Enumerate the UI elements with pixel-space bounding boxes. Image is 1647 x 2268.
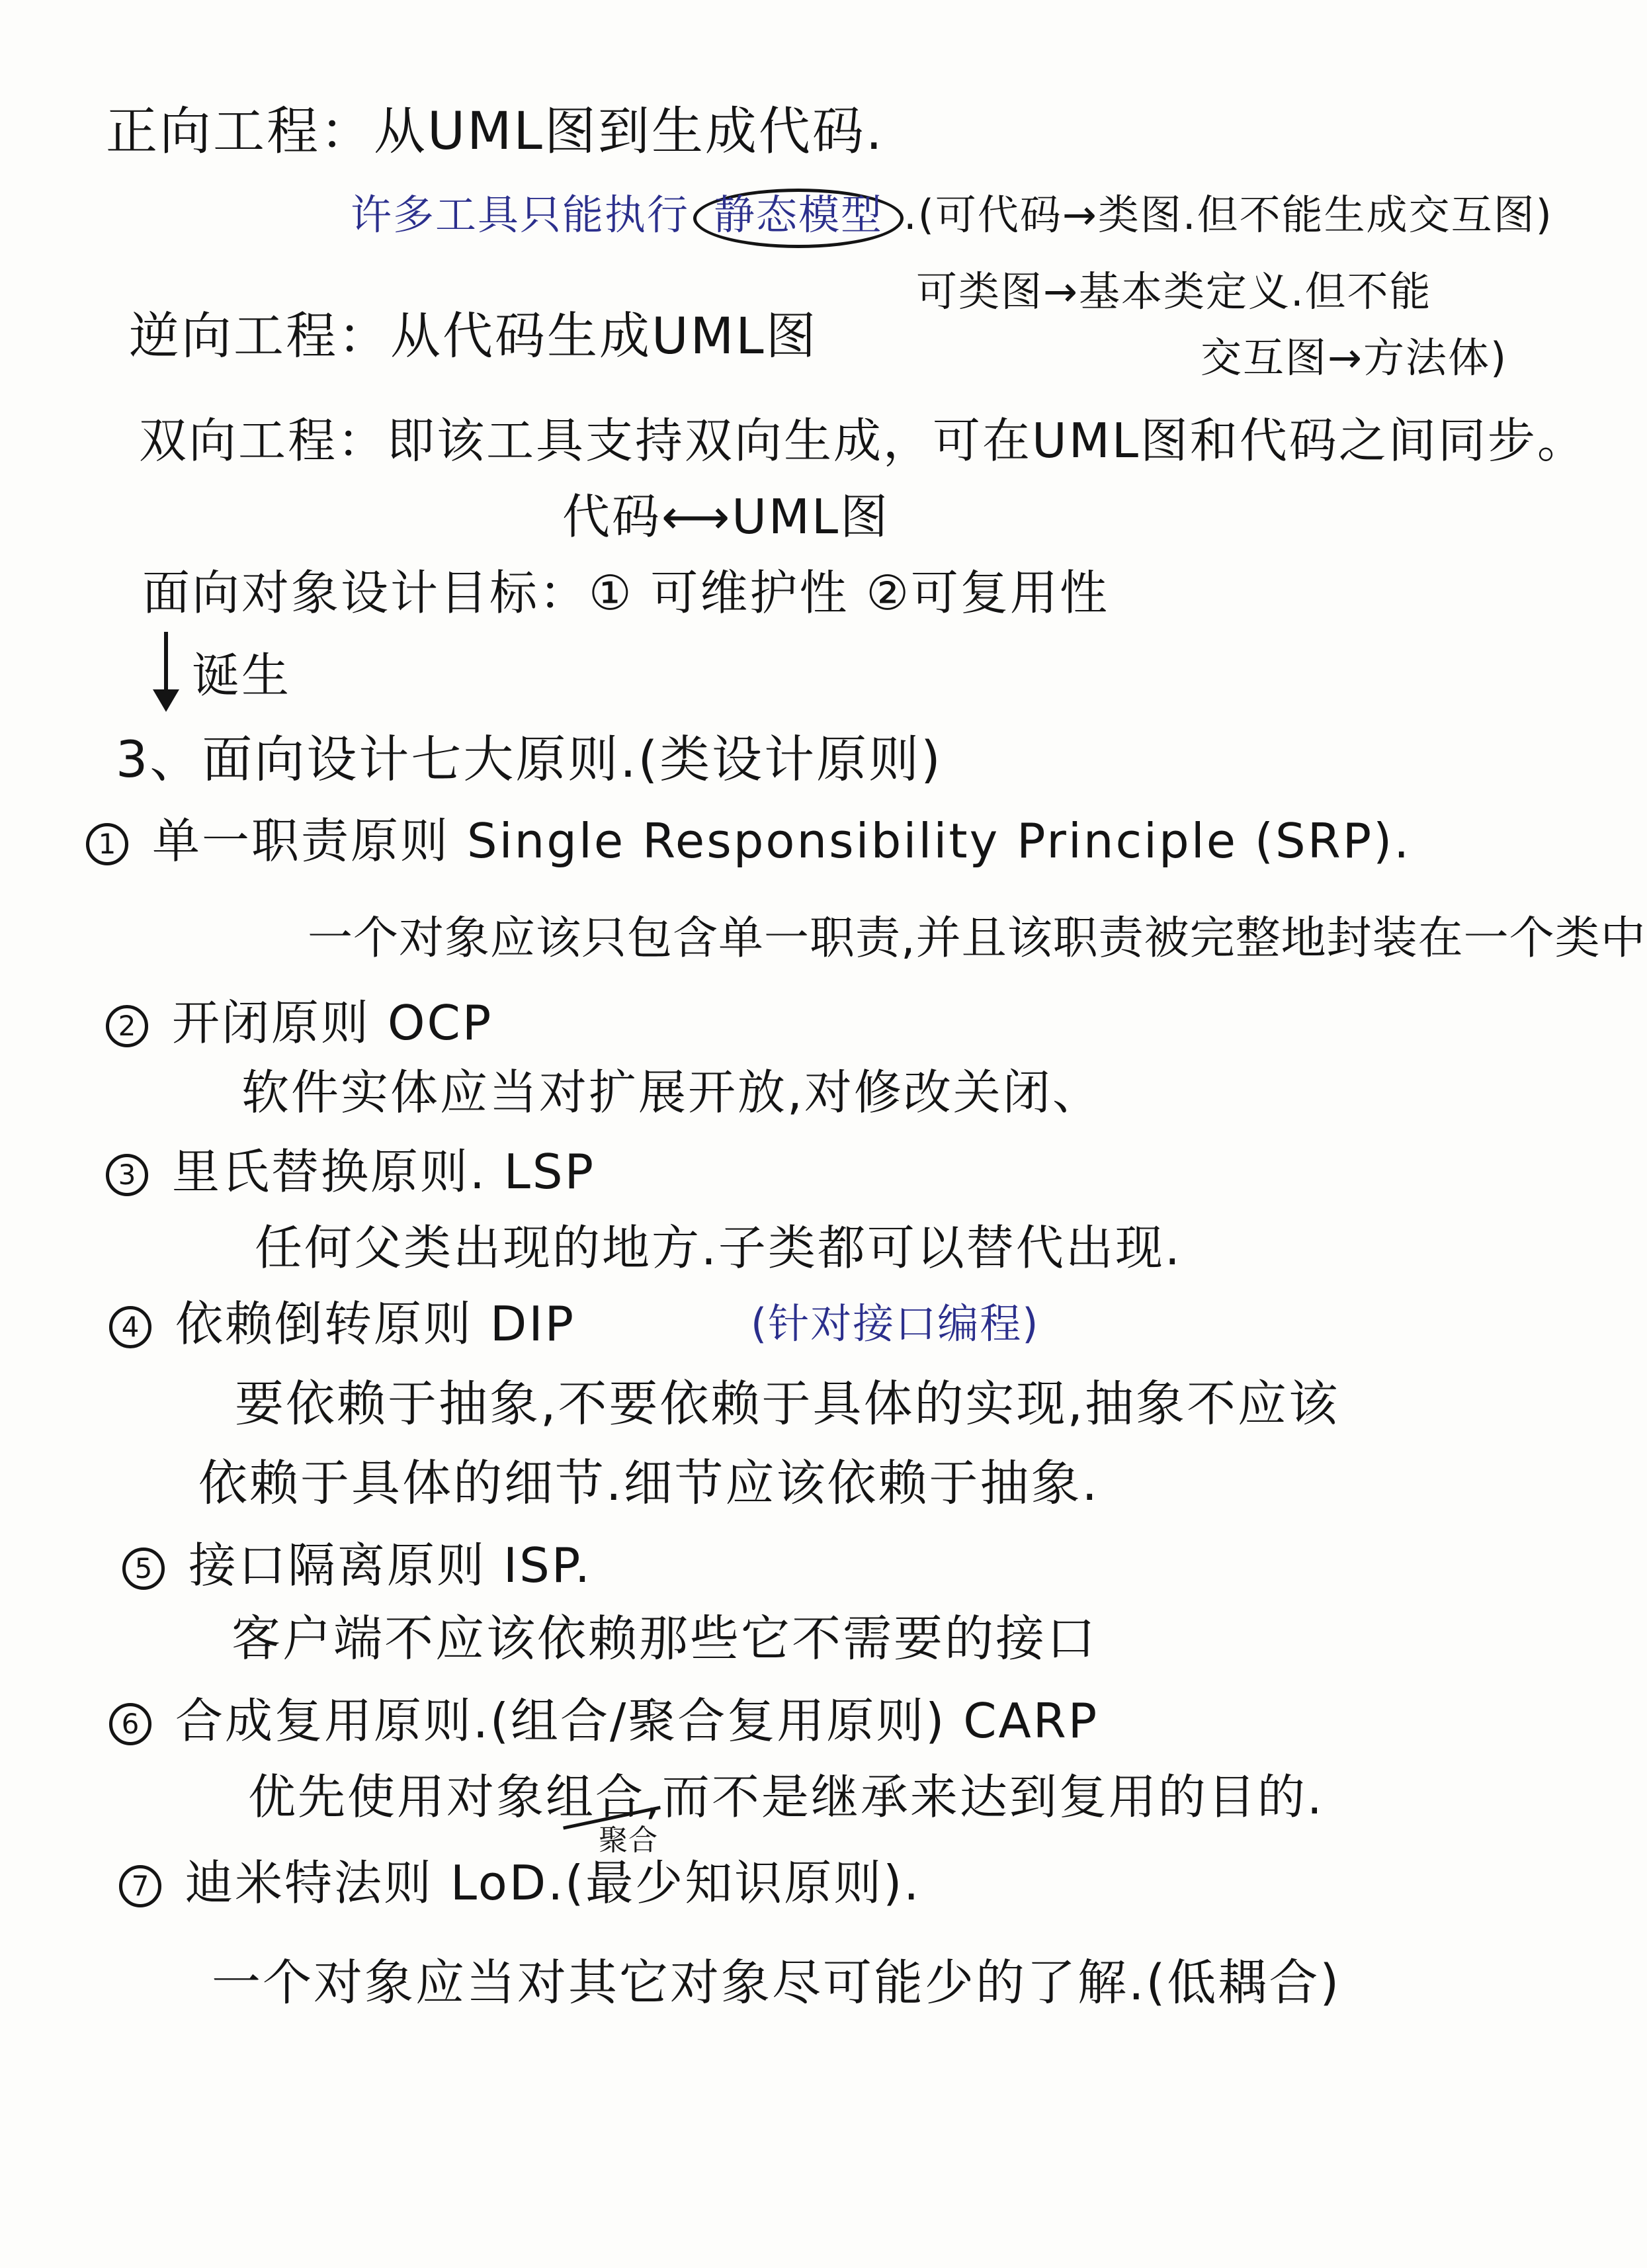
principle-6-correction-note: 聚合	[599, 1823, 658, 1857]
principle-1-title-text: 单一职责原则 Single Responsibility Principle (SRP).	[152, 813, 1412, 869]
principle-4-desc-1: 要依赖于抽象,不要依赖于具体的实现,抽象不应该	[235, 1375, 1340, 1432]
reverse-engineering-line: 逆向工程：从代码生成UML图	[129, 306, 818, 365]
principle-3-number: 3	[106, 1154, 148, 1196]
principle-2-title-text: 开闭原则 OCP	[172, 995, 493, 1051]
tools-prefix: 许多工具只能执行	[351, 191, 690, 239]
principle-3-desc: 任何父类出现的地方.子类都可以替代出现.	[255, 1220, 1182, 1276]
interaction-diagram-note: 交互图→方法体)	[1201, 333, 1508, 382]
principle-3-title	[106, 1144, 596, 1199]
principle-6-title	[109, 1693, 1099, 1749]
static-model-oval: 静态模型	[693, 189, 904, 248]
principle-7-title-text: 迪米特法则 LoD.(最少知识原则).	[185, 1855, 921, 1911]
principle-7-number: 7	[119, 1865, 161, 1907]
principle-6-title-text: 合成复用原则.(组合/聚合复用原则) CARP	[175, 1693, 1099, 1749]
principle-7-title	[119, 1855, 921, 1911]
principle-1-number: 1	[86, 823, 128, 865]
down-arrow-icon	[164, 632, 168, 708]
oo-design-goal-line: 面向对象设计目标：① 可维护性 ②可复用性	[142, 565, 1109, 621]
principle-4-desc-2: 依赖于具体的细节.细节应该依赖于抽象.	[198, 1455, 1100, 1512]
principle-5-title-text: 接口隔离原则 ISP.	[189, 1538, 592, 1593]
principle-5-title	[122, 1538, 592, 1593]
principle-3-title-text: 里氏替换原则. LSP	[172, 1144, 596, 1199]
principle-4-title	[109, 1296, 575, 1352]
principle-2-title	[106, 995, 493, 1051]
tools-line	[351, 189, 1553, 248]
principle-1-title	[86, 813, 1412, 869]
principle-4-title-text: 依赖倒转原则 DIP	[175, 1296, 575, 1352]
principle-4-note: (针对接口编程)	[751, 1299, 1040, 1348]
principle-6-desc: 优先使用对象组合,而不是继承来达到复用的目的.	[248, 1769, 1324, 1825]
seven-principles-title: 3、面向设计七大原则.(类设计原则)	[116, 730, 943, 789]
derive-label: 诞生	[192, 648, 292, 703]
forward-engineering-line: 正向工程：从UML图到生成代码.	[106, 102, 884, 161]
principle-4-number: 4	[109, 1306, 151, 1348]
principle-2-desc: 软件实体应当对扩展开放,对修改关闭、	[241, 1065, 1102, 1120]
principle-5-desc: 客户端不应该依赖那些它不需要的接口	[232, 1610, 1097, 1667]
tools-note: .(可代码→类图.但不能生成交互图)	[904, 191, 1553, 239]
principle-5-number: 5	[122, 1548, 165, 1590]
class-diagram-note: 可类图→基本类定义.但不能	[916, 267, 1432, 316]
code-uml-sync-line: 代码⟷UML图	[562, 489, 890, 545]
principle-1-desc: 一个对象应该只包含单一职责,并且该职责被完整地封装在一个类中	[308, 912, 1646, 965]
principle-2-number: 2	[106, 1005, 148, 1047]
bidirectional-engineering-line: 双向工程：即该工具支持双向生成，可在UML图和代码之间同步。	[139, 413, 1587, 468]
principle-6-number: 6	[109, 1703, 151, 1745]
principle-7-desc: 一个对象应当对其它对象尽可能少的了解.(低耦合)	[212, 1954, 1341, 2011]
